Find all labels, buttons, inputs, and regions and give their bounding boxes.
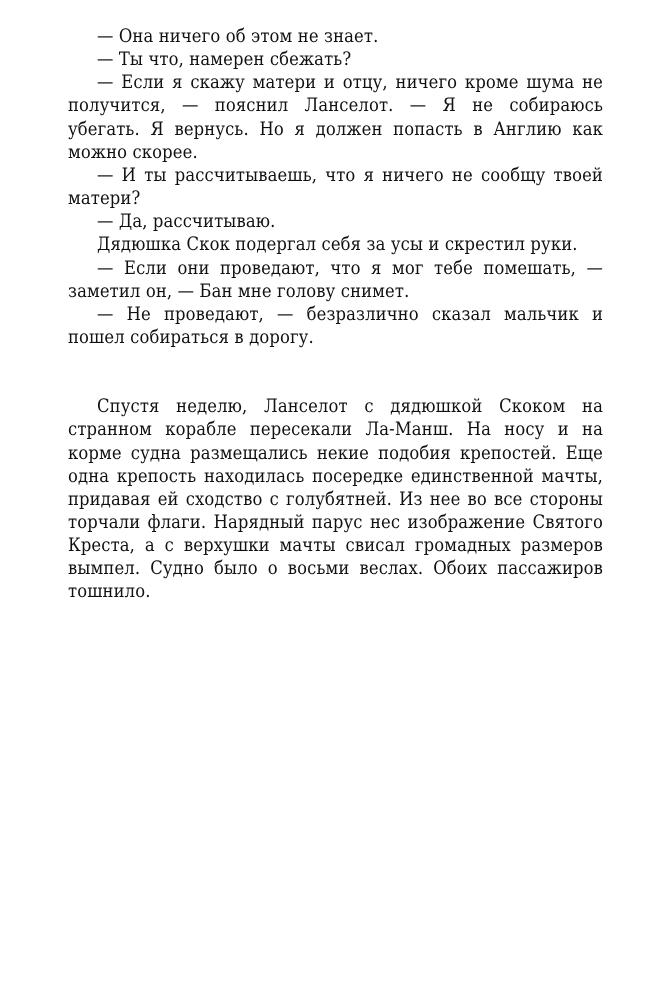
paragraph: — Ты что, намерен сбежать?: [97, 49, 352, 71]
book-page: [68, 25, 603, 604]
paragraph: — Да, рассчитываю.: [97, 211, 276, 233]
paragraph: — Если я скажу матери и отцу, ничего кроме шума не получится, — пояснил Ланселот. — Я не собираюсь убегать. Я вернусь. Но я должен попасть в Англию как можно скорее.: [68, 72, 603, 163]
paragraph: — И ты рассчитываешь, что я ничего не сообщу твоей матери?: [68, 164, 603, 210]
paragraph: — Она ничего об этом не знает.: [97, 26, 379, 47]
paragraph: Спустя неделю, Ланселот с дядюшкой Скоком на странном корабле пересекали Ла-Манш. На носу и на корме судна размещались некие подобия крепостей. Еще одна крепость находилась посередке единственной мачты, придавая ей сходство с голубятней. Из нее во все стороны торчали флаги. Нарядный парус нес изображение Святого Креста, а с верхушки мачты свисал громадных размеров вымпел. Судно было о восьми веслах. Обоих пассажиров тошнило.: [68, 396, 603, 603]
paragraph: — Не проведают, — безразлично сказал мальчик и пошел собираться в дорогу.: [68, 303, 603, 349]
paragraph: — Если они проведают, что я мог тебе помешать, — заметил он, — Бан мне голову снимет.: [68, 257, 603, 302]
narrative-section: [68, 395, 603, 603]
dialogue-section: [68, 25, 603, 349]
paragraph: Дядюшка Скок подергал себя за усы и скрестил руки.: [97, 234, 578, 256]
